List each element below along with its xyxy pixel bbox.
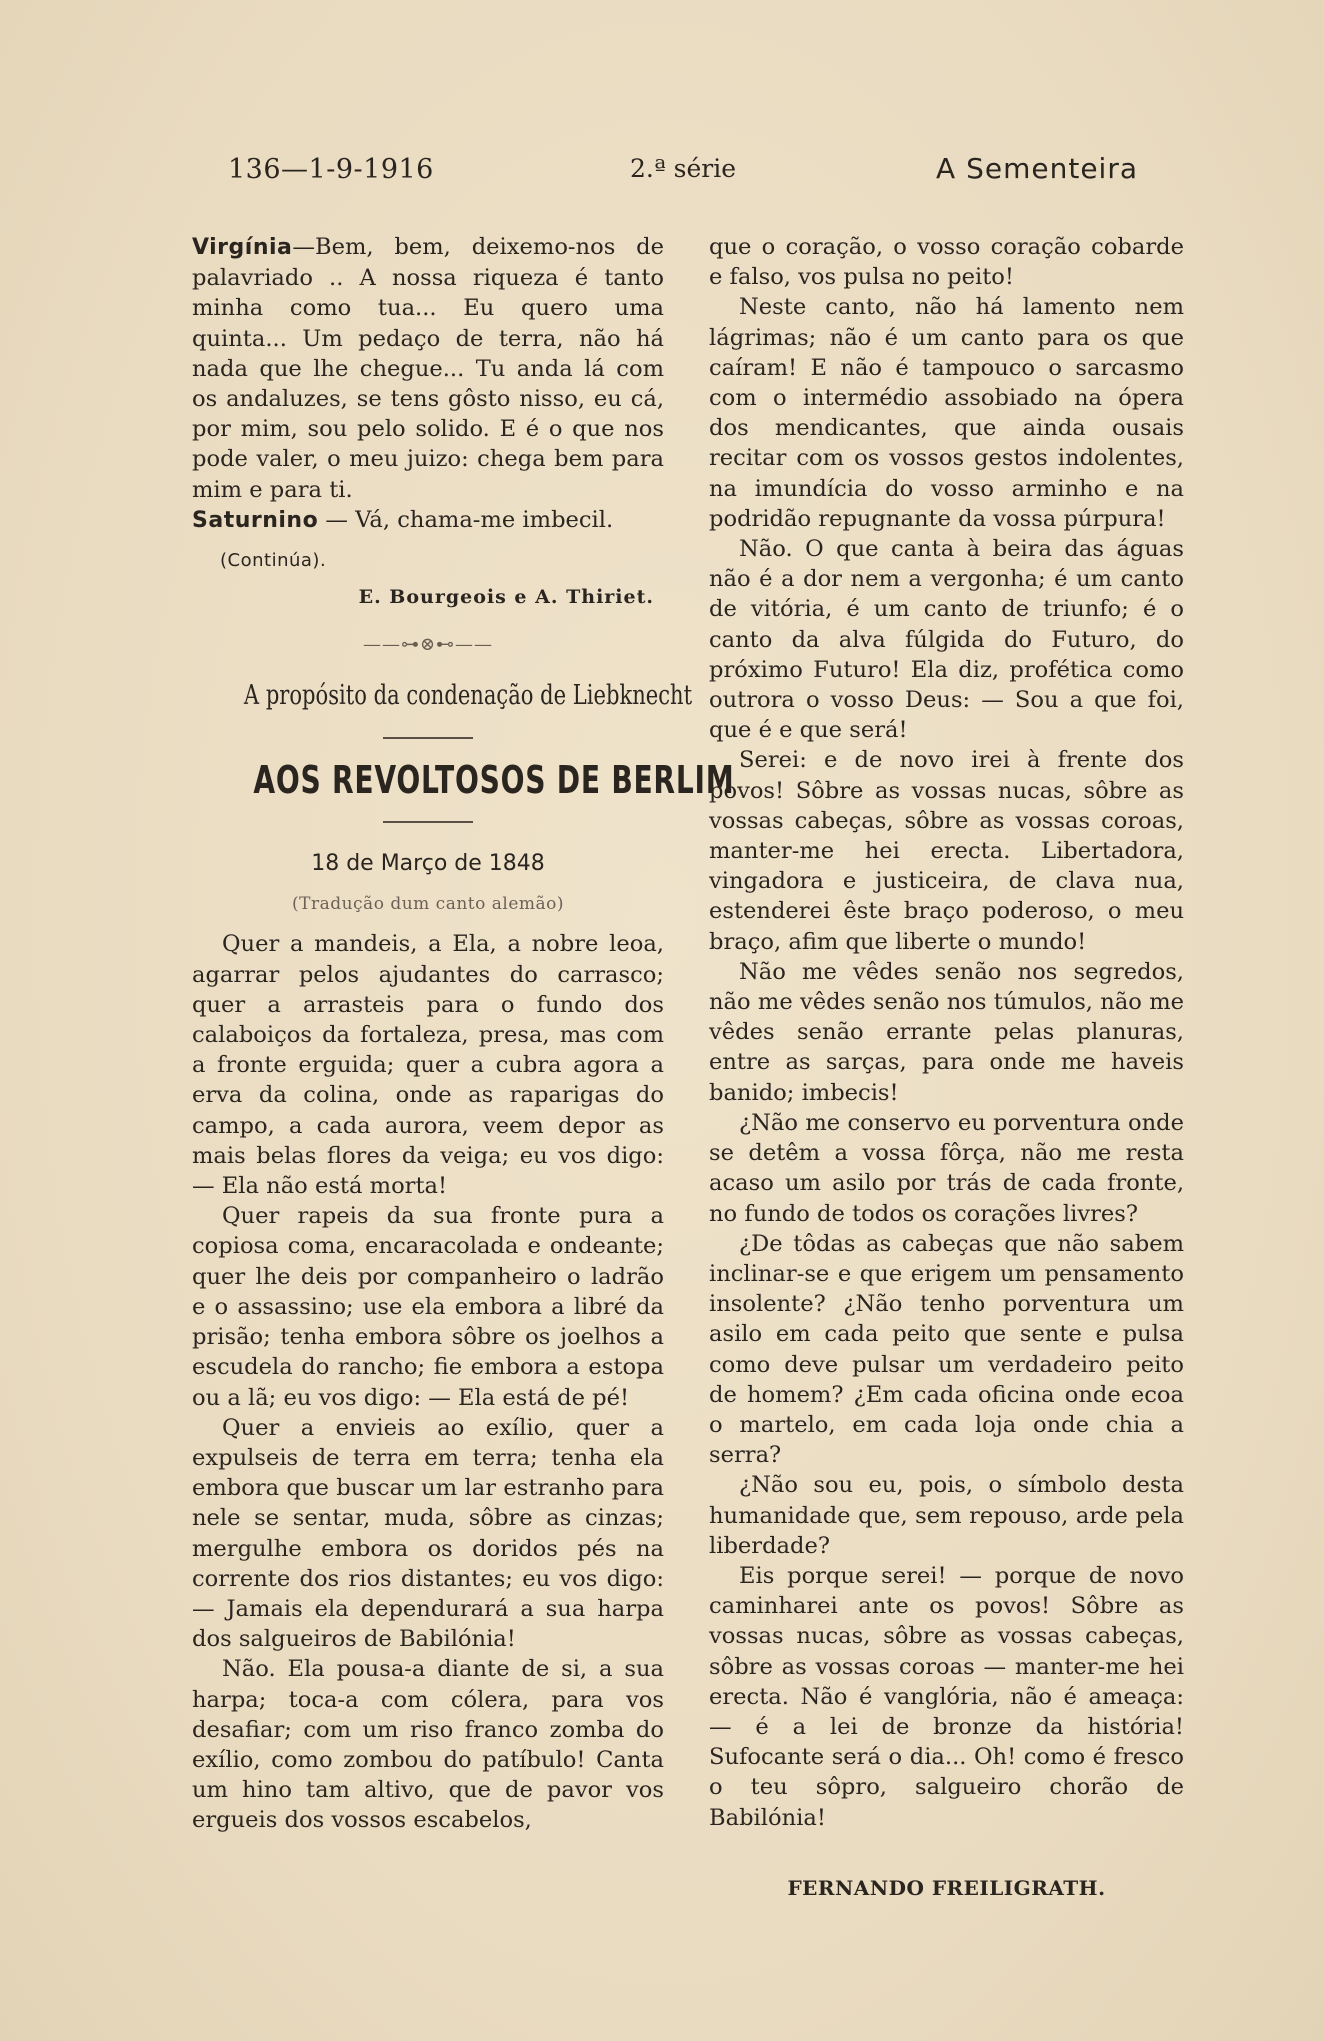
dialogue-virginia: [192, 232, 664, 505]
section-ornament: ——⊶⊗⊷——: [362, 634, 494, 656]
virginia-line: —Bem, bem, deixemo-nos de palavriado .. A nossa riqueza é tanto minha como tua... Eu quero uma quinta... Um pedaço de terra, não há nada que lhe chegue... Tu anda lá com os andaluzes, se tens gôsto nisso, eu cá, por mim, sou pelo solido. E é o que nos pode valer, o meu juizo: chega bem para mim e para ti.: [192, 234, 664, 503]
paragraph: Neste canto, não há lamento nem lágrimas; não é um canto para os que caíram! E não é tampouco o sarcasmo com o intermédio assobiado na ópera dos mendicantes, que ainda ousais recitar com os vossos gestos indolentes, na imundícia do vosso arminho e na podridão repugnante da vossa púrpura!: [709, 294, 1184, 532]
poem-date: 18 de Março de 1848: [311, 851, 545, 877]
poem-signature: FERNANDO FREILIGRATH.: [787, 1875, 1106, 1900]
saturnino-line: — Vá, chama-me imbecil.: [318, 506, 614, 533]
paragraph: Serei: e de novo irei à frente dos povos! Sôbre as vossas nucas, sôbre as vossas cabeças, sôbre as vossas coroas, manter-me hei erecta. Libertadora, vingadora e justiceira, de clava nua, estenderei êste braço poderoso, o meu braço, afim que liberte o mundo!: [709, 747, 1184, 955]
paragraph: Quer a mandeis, a Ela, a nobre leoa, agarrar pelos ajudantes do carrasco; quer a arrasteis para o fundo dos calaboiços da fortaleza, presa, mas com a fronte erguida; quer a cubra agora a erva da colina, onde as raparigas do campo, a cada aurora, veem depor as mais belas flores da veiga; eu vos digo: — Ela não está morta!: [192, 931, 664, 1200]
divider-rule: [383, 737, 473, 739]
left-column: [192, 232, 735, 1836]
right-column: [709, 232, 1184, 1903]
speaker-virginia: Virgínia: [192, 235, 293, 260]
article-headline: AOS REVOLTOSOS DE BERLIM: [253, 757, 735, 802]
paragraph: Quer rapeis da sua fronte pura a copiosa coma, encaracolada e ondeante; quer lhe deis por companheiro o ladrão e o assassino; use ela embora a libré da prisão; tenha embora sôbre os joelhos a escudela do rancho; fie embora a estopa ou a lã; eu vos digo: — Ela está de pé!: [192, 1203, 664, 1411]
paragraph: Não me vêdes senão nos segredos, não me vêdes senão nos túmulos, não me vêdes senão errante pelas planuras, entre as sarças, para onde me haveis banido; imbecis!: [709, 958, 1184, 1106]
article-kicker: A propósito da condenação de Liebknecht: [243, 679, 693, 711]
paragraph: ¿Não me conservo eu porventura onde se detêm a vossa fôrça, não me resta acaso um asilo por trás de cada fronte, no fundo de todos os corações livres?: [709, 1109, 1184, 1227]
divider-rule: [383, 821, 473, 823]
speaker-saturnino: Saturnino: [192, 507, 319, 533]
play-authors: E. Bourgeois e A. Thiriet.: [358, 586, 654, 609]
series-label: 2.ª série: [630, 154, 737, 183]
paragraph: ¿De tôdas as cabeças que não sabem inclinar-se e que erigem um pensamento insolente? ¿Não tenho porventura um asilo em cada peito que sente e pulsa como deve pulsar um verdadeiro peito de homem? ¿Em cada oficina onde ecoa o martelo, em cada loja onde chia a serra?: [709, 1230, 1184, 1469]
paragraph: Quer a envieis ao exílio, quer a expulseis de terra em terra; tenha ela embora que buscar um lar estranho para nele se sentar, muda, sôbre as cinzas; mergulhe embora os doridos pés na corrente dos rios distantes; eu vos digo: — Jamais ela dependurará a sua harpa dos salgueiros de Babilónia!: [192, 1414, 664, 1653]
publication-title: A Sementeira: [936, 152, 1138, 185]
paragraph: Não. Ela pousa-a diante de si, a sua harpa; toca-a com cólera, para vos desafiar; com um riso franco zomba do exílio, como zombou do patíbulo! Canta um hino tam altivo, que de pavor vos ergueis dos vossos escabelos,: [192, 1656, 664, 1834]
paragraph: Não. O que canta à beira das águas não é a dor nem a vergonha; é um canto de vitória, é um canto de triunfo; é o canto da alva fúlgida do Futuro, do próximo Futuro! Ela diz, profética como outrora o vosso Deus: — Sou a que foi, que é e que será!: [709, 536, 1184, 744]
paragraph: que o coração, o vosso coração cobarde e falso, vos pulsa no peito!: [709, 234, 1184, 291]
dialogue-saturnino: [192, 505, 664, 536]
translation-note: (Tradução dum canto alemão): [291, 894, 565, 915]
issue-date: 136—1-9-1916: [228, 154, 434, 185]
continua-note: (Continúa).: [220, 550, 327, 572]
paragraph: Eis porque serei! — porque de novo caminharei ante os povos! Sôbre as vossas nucas, sôbre as vossas cabeças, sôbre as vossas coroas — manter-me hei erecta. Não é vanglória, não é ameaça: — é a lei de bronze da história! Sufocante será o dia... Oh! como é fresco o teu sôpro, salgueiro chorão de Babilónia!: [709, 1562, 1184, 1831]
page-header: [228, 150, 1138, 190]
paragraph: ¿Não sou eu, pois, o símbolo desta humanidade que, sem repouso, arde pela liberdade?: [709, 1472, 1184, 1559]
